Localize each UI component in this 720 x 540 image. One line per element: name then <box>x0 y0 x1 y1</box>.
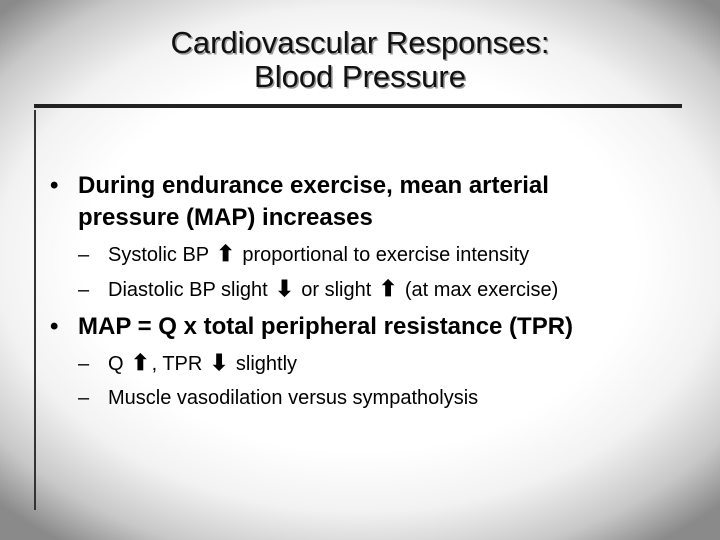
sub-text: Systolic BP <box>108 244 209 266</box>
title-line-1: Cardiovascular Responses: <box>170 25 550 60</box>
down-arrow-icon: ⬇ <box>209 350 229 375</box>
bullet-marker: • <box>50 313 59 340</box>
bullet-1-line-1: During endurance exercise, mean arterial <box>78 172 549 199</box>
up-arrow-icon: ⬆ <box>131 350 150 375</box>
title-line-2: Blood Pressure <box>254 59 466 94</box>
dash: – <box>78 279 90 301</box>
sub-text: Diastolic BP slight <box>108 279 268 301</box>
sub-bullet-q-tpr <box>78 352 297 376</box>
sub-text: Q <box>108 353 124 375</box>
sub-bullet-diastolic <box>78 278 558 302</box>
bullet-2-text: MAP = Q x total peripheral resistance (TPR) <box>78 313 574 340</box>
up-arrow-icon: ⬆ <box>378 276 398 301</box>
sub-text: or slight <box>301 279 372 301</box>
dash: – <box>78 353 90 375</box>
bullet-1 <box>50 170 670 234</box>
sub-bullet-systolic <box>78 243 529 267</box>
sub-text: (at max exercise) <box>404 279 559 301</box>
sub-text: slightly <box>235 353 298 375</box>
down-arrow-icon: ⬇ <box>275 276 294 301</box>
dash: – <box>78 387 90 409</box>
sub-text: , TPR <box>151 353 203 375</box>
bullet-1-line-2: pressure (MAP) increases <box>78 204 373 231</box>
left-rule <box>34 110 36 510</box>
bullet-2 <box>50 312 690 342</box>
sub-bullet-vasodilation <box>78 386 478 410</box>
slide-title <box>60 26 660 94</box>
up-arrow-icon: ⬆ <box>216 241 235 266</box>
sub-text: proportional to exercise intensity <box>242 244 530 266</box>
dash: – <box>78 244 90 266</box>
title-divider <box>34 104 682 108</box>
sub-text: Muscle vasodilation versus sympatholysis <box>108 387 479 409</box>
bullet-marker: • <box>50 172 59 199</box>
